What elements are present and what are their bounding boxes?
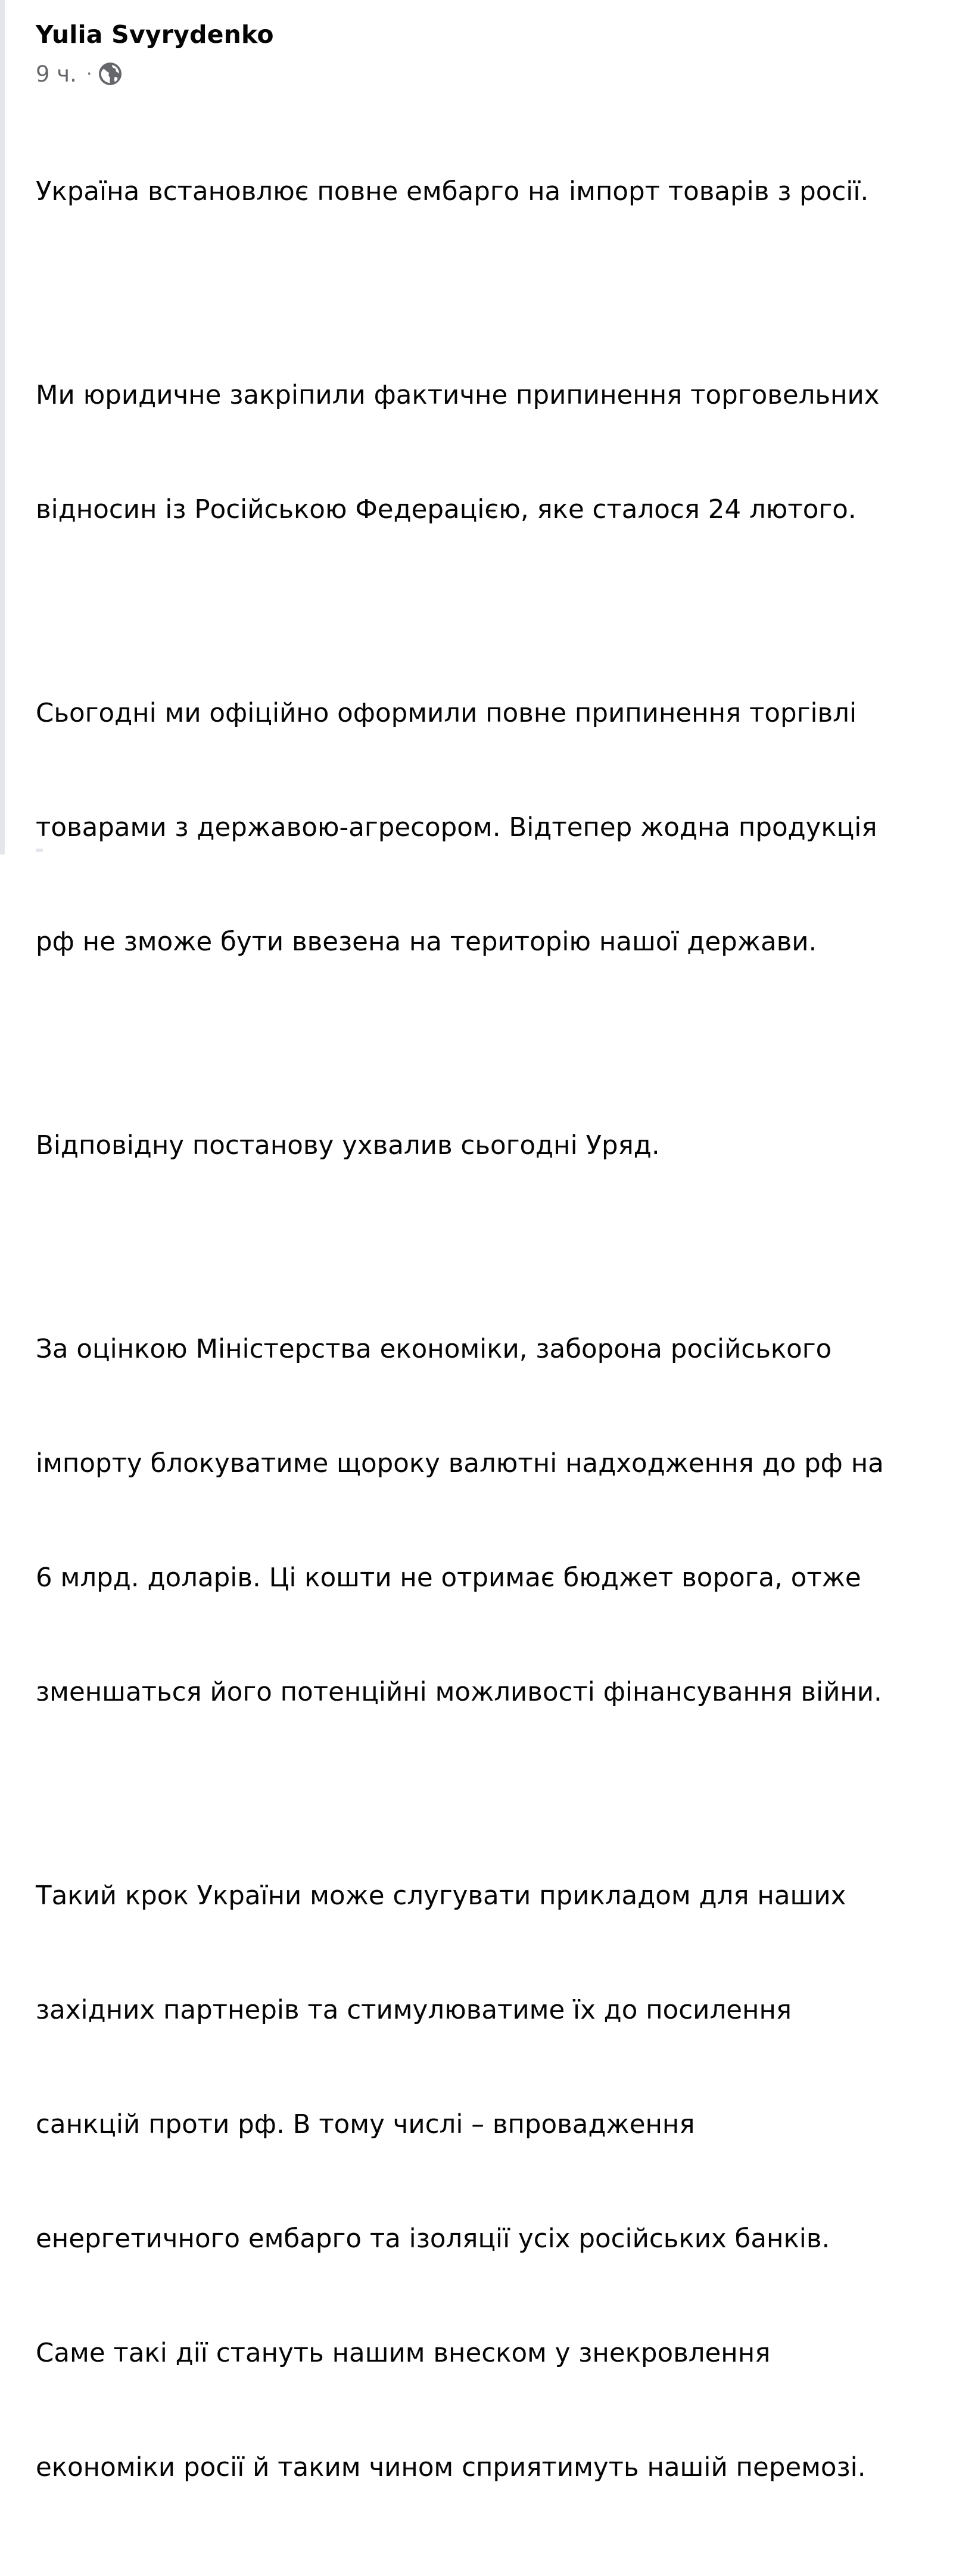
facebook-post [36, 18, 935, 2576]
left-border [0, 0, 5, 854]
text-line: Саме такі дії стануть нашим внеском у знекровлення [36, 2338, 771, 2368]
text-line: За оцінкою Міністерства економіки, заборона російського [36, 1334, 832, 1364]
text-line: 6 млрд. доларів. Ці кошти не отримає бюджет ворога, отже [36, 1563, 861, 1593]
bottom-edge-mark [36, 849, 43, 852]
post-paragraph-5 [36, 1254, 935, 1788]
post-body [36, 96, 935, 2563]
post-paragraph-3 [36, 618, 935, 1037]
post-paragraph-2 [36, 300, 935, 605]
text-line: санкцій проти рф. В тому числі – впровадження [36, 2110, 695, 2140]
text-line: відносин із Російською Федерацією, яке сталося 24 лютого. [36, 495, 857, 525]
text-line: рф не зможе бути ввезена на територію нашої держави. [36, 927, 817, 957]
text-line: імпорту блокуватиме щороку валютні надходження до рф на [36, 1449, 884, 1479]
post-author-name[interactable]: Yulia Svyrydenko [36, 20, 274, 49]
text-line: Ми юридичне закріпили фактичне припинення торговельних [36, 381, 880, 410]
text-line: Такий крок України може слугувати прикладом для наших [36, 1881, 846, 1911]
post-paragraph-4 [36, 1050, 935, 1241]
text-line: товарами з державою-агресором. Відтепер жодна продукція [36, 813, 877, 843]
text-line: Україна встановлює повне ембарго на імпорт товарів з росії. [36, 177, 869, 207]
post-paragraph-1 [36, 96, 935, 287]
text-line: Відповідну постанову ухвалив сьогодні Уряд. [36, 1131, 660, 1161]
text-line: Сьогодні ми офіційно оформили повне припинення торгівлі [36, 698, 857, 728]
text-line: економіки росії й таким чином сприятимуть нашій перемозі. [36, 2453, 866, 2483]
text-line: західних партнерів та стимулюватиме їх до посилення [36, 1995, 792, 2025]
text-line: енергетичного ембарго та ізоляції усіх російських банків. [36, 2224, 830, 2254]
text-line: зменшаться його потенційні можливості фінансування війни. [36, 1677, 882, 1707]
globe-icon[interactable] [99, 63, 122, 85]
post-meta [36, 60, 935, 88]
meta-separator: · [86, 63, 92, 85]
post-paragraph-6 [36, 1801, 935, 2563]
post-timestamp[interactable]: 9 ч. [36, 61, 77, 87]
